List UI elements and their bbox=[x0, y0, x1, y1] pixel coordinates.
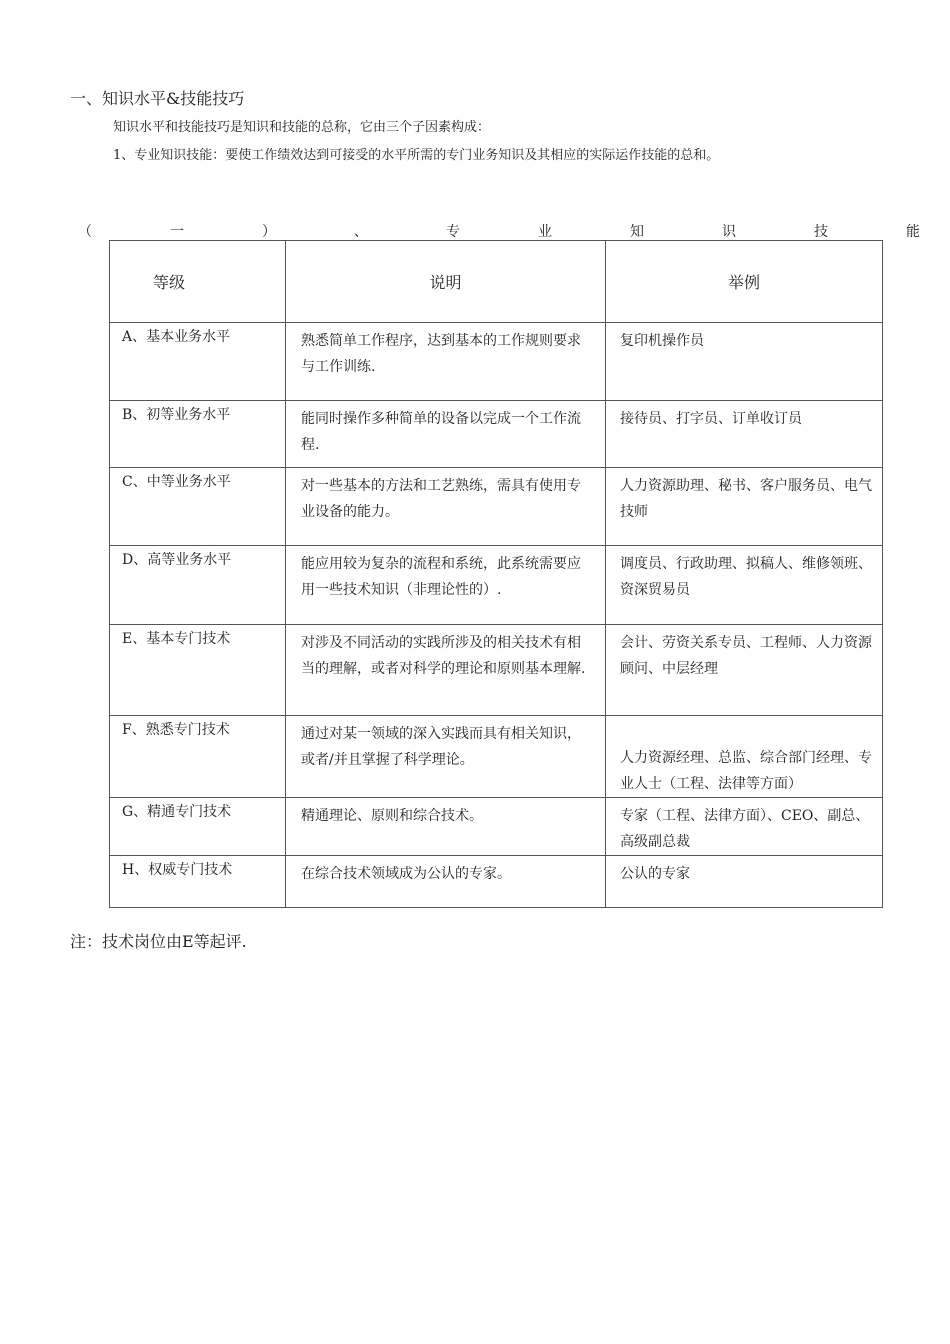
section-heading: 一、知识水平&技能技巧 bbox=[70, 89, 245, 108]
title-char: 业 bbox=[538, 224, 552, 240]
cell-desc: 能同时操作多种简单的设备以完成一个工作流程. bbox=[286, 401, 606, 468]
cell-desc: 能应用较为复杂的流程和系统，此系统需要应用一些技术知识（非理论性的）. bbox=[286, 546, 606, 625]
table-header-row bbox=[110, 241, 883, 323]
cell-example: 专家（工程、法律方面）、CEO、副总、高级副总裁 bbox=[606, 798, 883, 856]
table-row bbox=[110, 401, 883, 468]
header-level: 等级 bbox=[110, 241, 286, 323]
cell-level: B、初等业务水平 bbox=[110, 401, 286, 468]
cell-example: 接待员、打字员、订单收订员 bbox=[606, 401, 883, 468]
title-char: 、 bbox=[354, 224, 368, 240]
cell-level: A、基本业务水平 bbox=[110, 323, 286, 401]
item-1-text: 1、专业知识技能：要使工作绩效达到可接受的水平所需的专门业务知识及其相应的实际运作技能的总和。 bbox=[113, 148, 720, 163]
cell-example: 复印机操作员 bbox=[606, 323, 883, 401]
cell-level: H、权威专门技术 bbox=[110, 856, 286, 908]
skill-level-table bbox=[109, 240, 883, 908]
cell-level: G、精通专门技术 bbox=[110, 798, 286, 856]
subsection-title bbox=[78, 221, 920, 241]
cell-example: 人力资源助理、秘书、客户服务员、电气技师 bbox=[606, 468, 883, 546]
intro-text: 知识水平和技能技巧是知识和技能的总称，它由三个子因素构成： bbox=[113, 120, 491, 135]
table-row bbox=[110, 798, 883, 856]
title-char: 知 bbox=[630, 224, 644, 240]
table-row bbox=[110, 716, 883, 798]
table-row bbox=[110, 468, 883, 546]
title-char: 一 bbox=[170, 224, 184, 240]
cell-desc: 熟悉简单工作程序，达到基本的工作规则要求与工作训练. bbox=[286, 323, 606, 401]
cell-desc: 通过对某一领域的深入实践而具有相关知识，或者/并且掌握了科学理论。 bbox=[286, 716, 606, 798]
table-row bbox=[110, 323, 883, 401]
cell-desc: 对涉及不同活动的实践所涉及的相关技术有相当的理解，或者对科学的理论和原则基本理解. bbox=[286, 625, 606, 716]
header-example: 举例 bbox=[606, 241, 883, 323]
cell-level: F、熟悉专门技术 bbox=[110, 716, 286, 798]
title-char: ） bbox=[262, 224, 276, 240]
cell-example: 会计、劳资关系专员、工程师、人力资源顾问、中层经理 bbox=[606, 625, 883, 716]
cell-level: E、基本专门技术 bbox=[110, 625, 286, 716]
cell-desc: 精通理论、原则和综合技术。 bbox=[286, 798, 606, 856]
title-char: 专 bbox=[446, 224, 460, 240]
cell-example: 人力资源经理、总监、综合部门经理、专业人士（工程、法律等方面） bbox=[606, 716, 883, 798]
title-char: 识 bbox=[722, 224, 736, 240]
cell-desc: 对一些基本的方法和工艺熟练，需具有使用专业设备的能力。 bbox=[286, 468, 606, 546]
cell-level: D、高等业务水平 bbox=[110, 546, 286, 625]
cell-example: 调度员、行政助理、拟稿人、维修领班、资深贸易员 bbox=[606, 546, 883, 625]
table-row bbox=[110, 625, 883, 716]
cell-level: C、中等业务水平 bbox=[110, 468, 286, 546]
header-desc: 说明 bbox=[286, 241, 606, 323]
cell-desc: 在综合技术领域成为公认的专家。 bbox=[286, 856, 606, 908]
footnote: 注：技术岗位由E等起评. bbox=[70, 932, 247, 951]
table-row bbox=[110, 546, 883, 625]
title-char: 技 bbox=[814, 224, 828, 240]
title-char: 能 bbox=[906, 224, 920, 240]
table-row bbox=[110, 856, 883, 908]
cell-example: 公认的专家 bbox=[606, 856, 883, 908]
title-char: （ bbox=[78, 224, 92, 240]
